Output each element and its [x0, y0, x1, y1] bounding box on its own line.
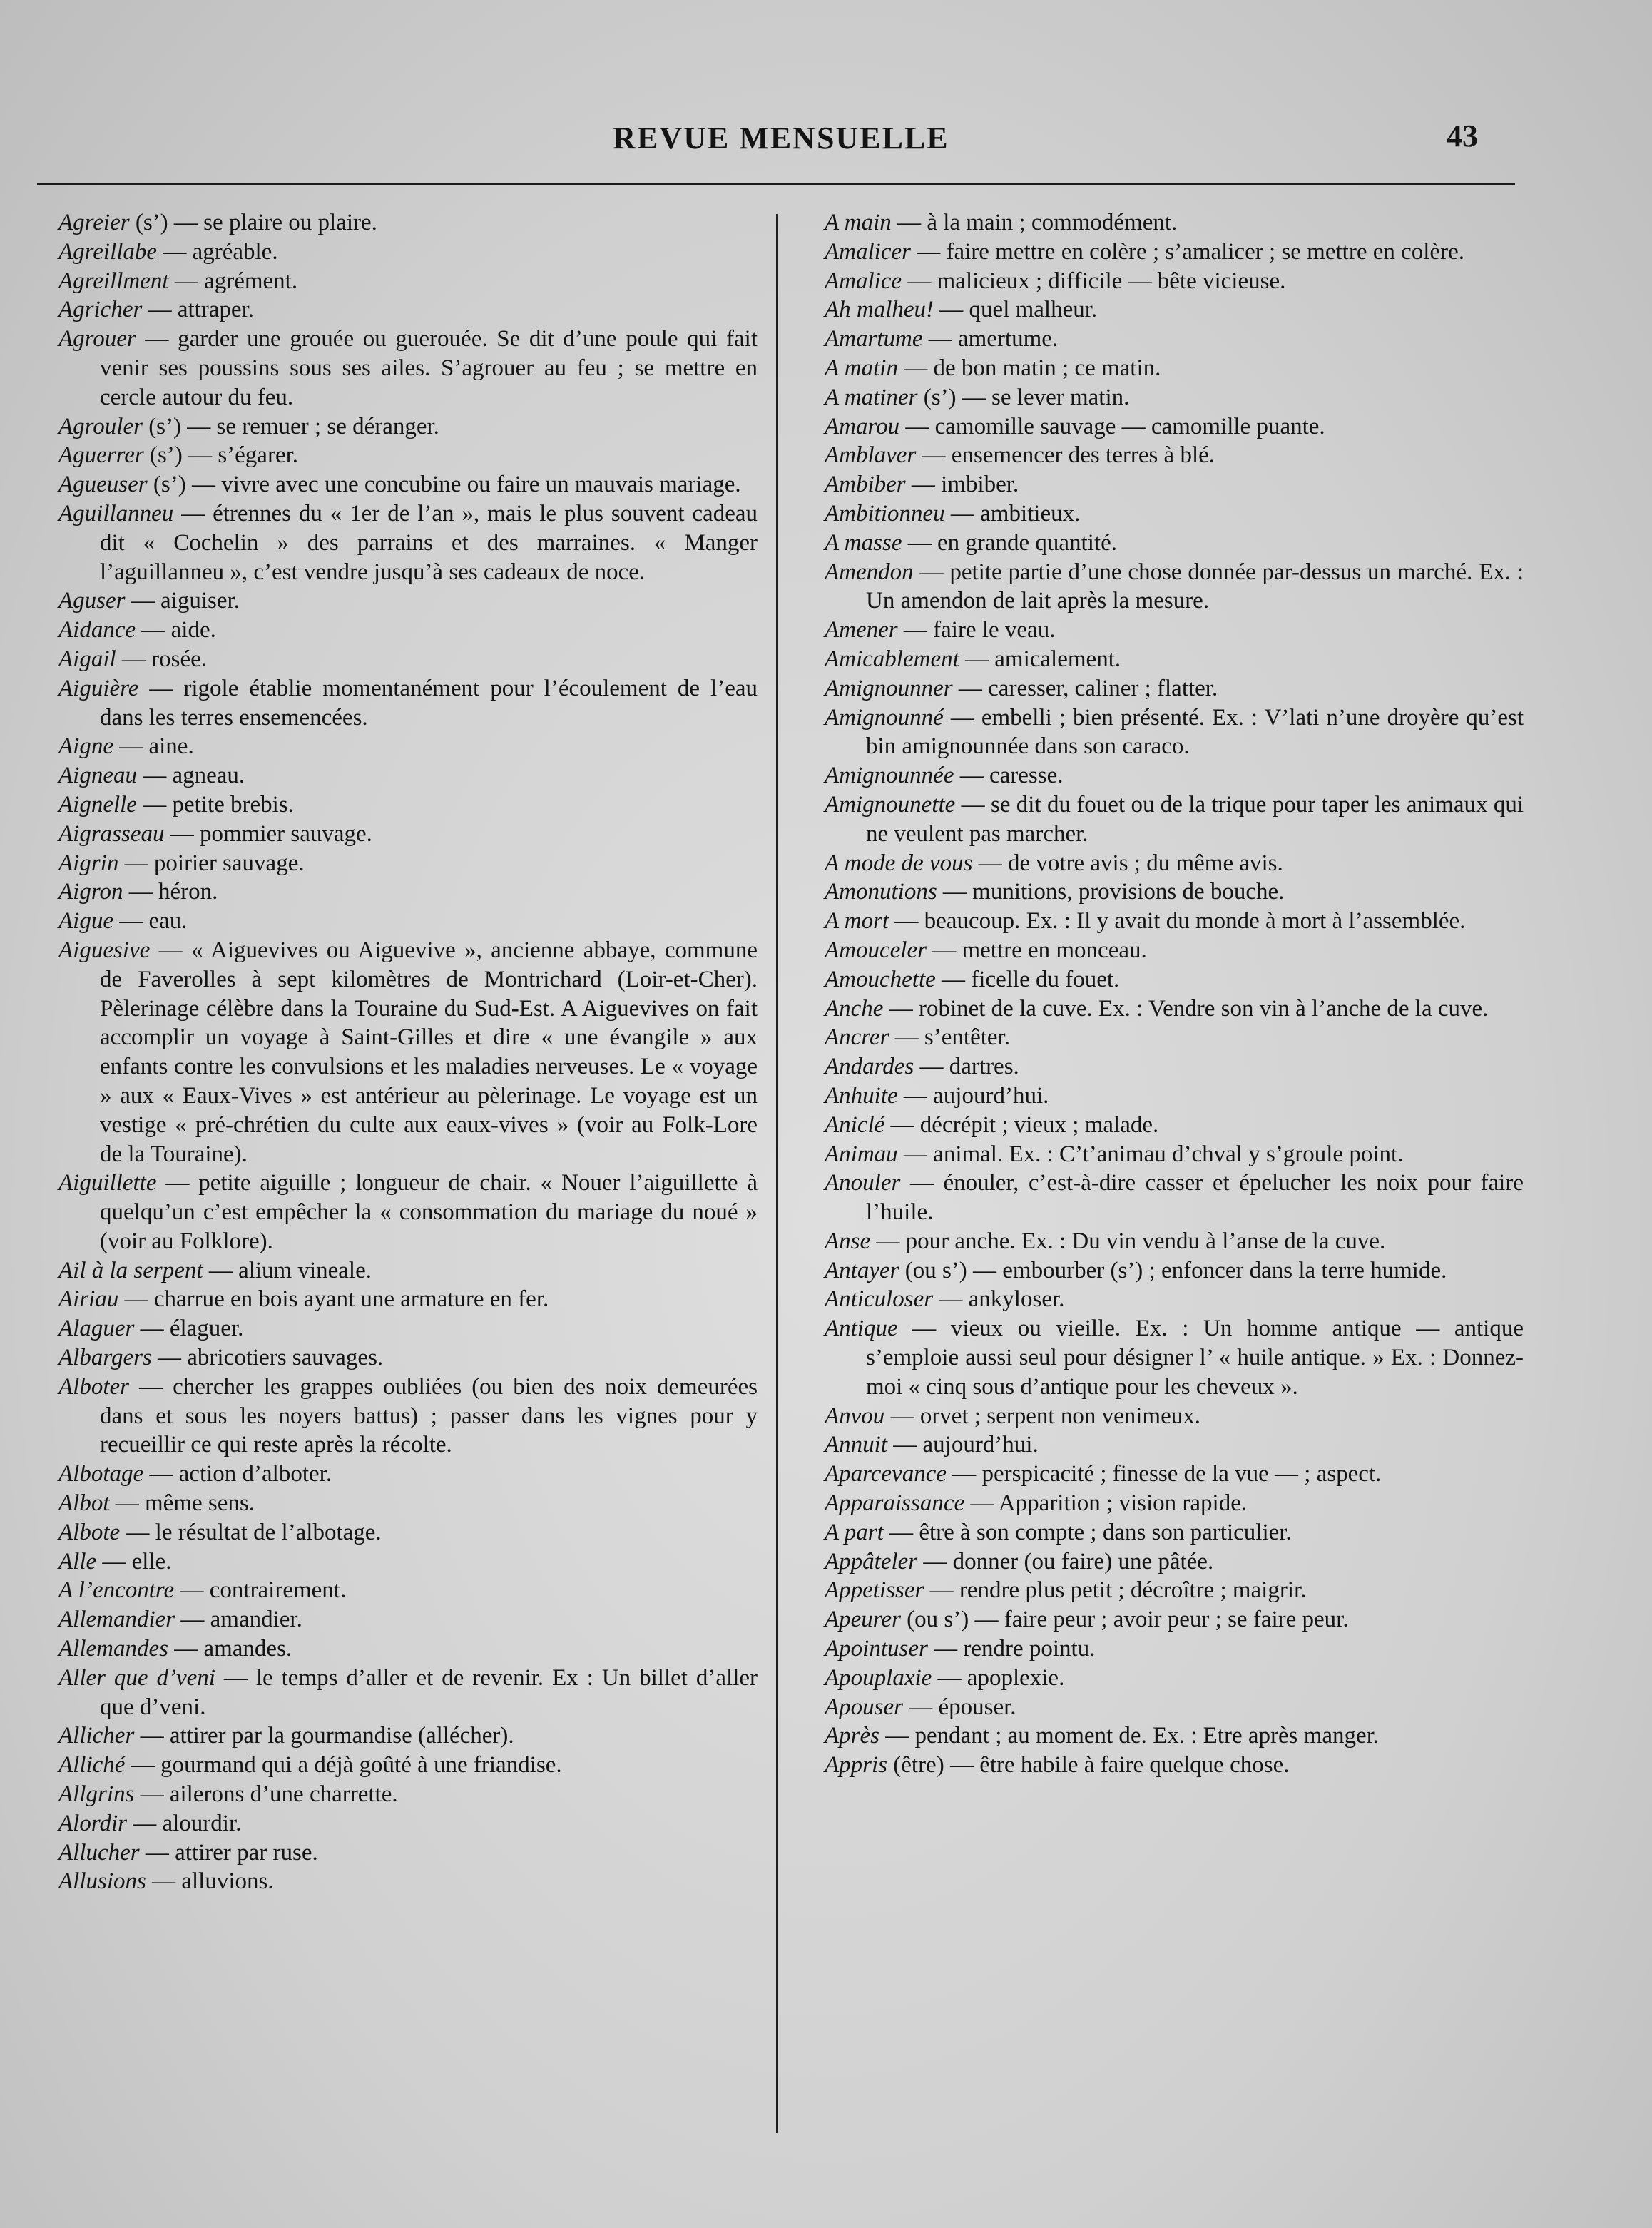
dictionary-entry [58, 1285, 758, 1314]
entry-definition: — mettre en monceau. [926, 937, 1147, 963]
entry-headword: Ambiber [825, 472, 906, 498]
entry-definition: — se dit du fouet ou de la trique pour taper les animaux qui ne veulent pas marcher. [866, 791, 1524, 847]
entry-definition: — épouser. [903, 1694, 1016, 1720]
dictionary-entry [825, 965, 1524, 995]
dictionary-entry [825, 1023, 1524, 1052]
entry-headword: Ancrer [825, 1024, 889, 1051]
dictionary-entry [825, 470, 1524, 499]
entry-definition: — petite brebis. [136, 791, 294, 818]
entry-headword: Anhuite [825, 1082, 898, 1109]
column-divider [776, 214, 778, 2133]
entry-headword: Anouler [825, 1170, 901, 1196]
dictionary-entry [58, 1314, 758, 1343]
entry-headword: Anvou [825, 1403, 885, 1429]
entry-definition: — gourmand qui a déjà goûté à une friandise. [125, 1752, 562, 1779]
entry-headword: Agricher [58, 297, 143, 323]
dictionary-entry [58, 1169, 758, 1256]
entry-headword: Aigue [58, 908, 113, 935]
entry-headword: Aller que d’veni [58, 1664, 215, 1691]
entry-headword: Amouchette [825, 966, 936, 992]
entry-definition: — amicalement. [959, 646, 1121, 672]
entry-definition: — aujourd’hui. [887, 1432, 1039, 1458]
dictionary-entry [825, 1111, 1524, 1140]
dictionary-entry [825, 295, 1524, 325]
dictionary-entry [58, 1256, 758, 1286]
dictionary-entry [58, 1460, 758, 1489]
entry-headword: Après [825, 1723, 879, 1749]
entry-headword: A main [825, 210, 892, 235]
entry-definition: — élaguer. [134, 1316, 244, 1342]
dictionary-entry [825, 383, 1524, 412]
entry-headword: Airiau [58, 1286, 119, 1313]
entry-definition: — ambitieux. [944, 500, 1081, 527]
entry-headword: Aniclé [825, 1112, 885, 1138]
entry-definition: (s’) — vivre avec une concubine ou faire un mauvais mariage. [147, 472, 741, 498]
entry-definition: — agréable. [157, 238, 278, 265]
entry-definition: — ficelle du fouet. [935, 966, 1120, 992]
entry-definition: — étrennes du « 1er de l’an », mais le plus souvent cadeau dit « Cochelin » des parrains et des marraines. « Manger l’aguillanneu », c’est vendre jusqu’à ses cadeaux de noce. [100, 500, 758, 585]
dictionary-entry [825, 1256, 1524, 1286]
dictionary-entry [825, 412, 1524, 442]
entry-headword: Apointuser [825, 1636, 928, 1662]
entry-definition: — amertume. [922, 326, 1059, 352]
dictionary-entry [58, 1838, 758, 1868]
entry-headword: Alordir [58, 1810, 127, 1836]
entry-definition: — alluvions. [146, 1868, 274, 1895]
entry-headword: Allucher [58, 1839, 140, 1866]
entry-definition: — petite partie d’une chose donnée par-dessus un marché. Ex. : Un amendon de lait après la mesure. [866, 559, 1524, 614]
entry-headword: Aguerrer [58, 442, 144, 469]
dictionary-entry [58, 1605, 758, 1634]
entry-definition: — camomille sauvage — camomille puante. [899, 413, 1325, 439]
dictionary-entry [58, 616, 758, 645]
dictionary-entry [825, 645, 1524, 674]
entry-definition: — vieux ou vieille. Ex. : Un homme antique — antique s’emploie aussi seul pour désigner l’ « huile antique. » Ex. : Donnez-moi « cinq sous d’antique pour les cheveux ». [866, 1316, 1524, 1400]
entry-headword: Aiguesive [58, 937, 151, 963]
entry-headword: Appris [825, 1752, 888, 1779]
entry-headword: Aidance [58, 617, 136, 644]
dictionary-entry [58, 878, 758, 907]
entry-headword: Agreillabe [58, 238, 158, 265]
entry-definition: — amandes. [168, 1636, 292, 1662]
entry-headword: A masse [825, 529, 902, 556]
entry-definition: — ailerons d’une charrette. [134, 1781, 398, 1808]
dictionary-entry [58, 267, 758, 296]
entry-definition: — le résultat de l’albotage. [120, 1519, 382, 1545]
dictionary-entry [825, 1169, 1524, 1227]
entry-definition: — elle. [96, 1548, 172, 1575]
entry-definition: (être) — être habile à faire quelque chose. [887, 1752, 1290, 1779]
dictionary-entry [825, 1052, 1524, 1082]
entry-headword: Aguser [58, 588, 126, 614]
dictionary-entry [825, 1547, 1524, 1577]
entry-headword: Amendon [825, 559, 914, 585]
dictionary-entry [825, 1751, 1524, 1780]
entry-definition: — à la main ; commodément. [891, 210, 1178, 235]
entry-definition: (s’) — se remuer ; se déranger. [142, 413, 439, 439]
entry-definition: — attirer par ruse. [139, 1839, 318, 1866]
entry-definition: — petite aiguille ; longueur de chair. « Nouer l’aiguillette à quelqu’un c’est empêcher la « consommation du mariage du noué » (voir au Folklore). [100, 1170, 758, 1254]
entry-definition: — agneau. [136, 763, 245, 789]
dictionary-entry [825, 907, 1524, 936]
entry-definition: — héron. [123, 879, 218, 905]
header-rule [37, 183, 1515, 185]
entry-headword: Agreier [58, 210, 130, 235]
entry-headword: Amouceler [825, 937, 927, 963]
dictionary-entry [825, 1721, 1524, 1751]
entry-headword: A matin [825, 355, 898, 381]
entry-definition: — rendre plus petit ; décroître ; maigrir. [924, 1577, 1307, 1604]
page-number: 43 [1447, 118, 1478, 153]
entry-definition: — imbiber. [905, 472, 1019, 498]
entry-definition: (s’) — se lever matin. [917, 384, 1130, 410]
entry-headword: Aigail [58, 646, 116, 672]
dictionary-entry [58, 470, 758, 499]
dictionary-entry [58, 499, 758, 586]
dictionary-entry [58, 1664, 758, 1722]
entry-definition: — apoplexie. [932, 1664, 1065, 1691]
entry-headword: Aiguillette [58, 1170, 157, 1196]
entry-definition: — de votre avis ; du même avis. [972, 850, 1283, 876]
entry-definition: — Apparition ; vision rapide. [964, 1490, 1248, 1517]
entry-headword: Allemandes [58, 1636, 168, 1662]
dictionary-entry [825, 936, 1524, 965]
dictionary-entry [825, 1664, 1524, 1693]
entry-headword: Amblaver [825, 442, 917, 469]
left-column [58, 208, 758, 1896]
entry-definition: — « Aiguevives ou Aiguevive », ancienne abbaye, commune de Faverolles à sept kilomètres de Montrichard (Loir-et-Cher). Pèlerinage célèbre dans la Touraine du Sud-Est. A Aiguevives on fait accomplir un voyage à Saint-Gilles et dire « une évangile » aux enfants contre les convulsions et les maladies nerveuses. Le « voyage » aux « Eaux-Vives » est antérieur au pèlerinage. Le voyage est un vestige « pré-chrétien du culte aux eaux-vives » (voir au Folk-Lore de la Touraine). [100, 937, 758, 1167]
entry-definition: — eau. [113, 908, 188, 935]
dictionary-entry [58, 441, 758, 470]
entry-headword: Apouser [825, 1694, 903, 1720]
dictionary-entry [825, 354, 1524, 383]
entry-definition: — alourdir. [126, 1810, 242, 1836]
entry-definition: — faire mettre en colère ; s’amalicer ; se mettre en colère. [910, 238, 1464, 265]
dictionary-entry [825, 1576, 1524, 1605]
entry-definition: — aiguiser. [125, 588, 240, 614]
dictionary-entry [825, 1460, 1524, 1489]
entry-headword: Amalice [825, 268, 902, 294]
dictionary-entry [825, 1693, 1524, 1722]
entry-definition: (s’) — s’égarer. [143, 442, 299, 469]
entry-headword: Amignounné [825, 704, 944, 731]
dictionary-entry [58, 1489, 758, 1518]
entry-definition: — agrément. [168, 268, 298, 294]
entry-headword: Albote [58, 1519, 121, 1545]
entry-headword: Alaguer [58, 1316, 135, 1342]
dictionary-entry [825, 1402, 1524, 1431]
entry-definition: — même sens. [109, 1490, 255, 1517]
entry-headword: Ambitionneu [825, 500, 945, 527]
dictionary-entry [825, 558, 1524, 616]
entry-headword: Antique [825, 1316, 898, 1342]
entry-headword: Amalicer [825, 238, 911, 265]
entry-headword: Aigne [58, 733, 113, 760]
entry-definition: (ou s’) — embourber (s’) ; enfoncer dans la terre humide. [899, 1257, 1447, 1283]
entry-headword: A l’encontre [58, 1577, 175, 1604]
dictionary-entry [58, 1809, 758, 1838]
entry-definition: — décrépit ; vieux ; malade. [884, 1112, 1159, 1138]
entry-definition: — chercher les grappes oubliées (ou bien des noix demeurées dans et sous les noyers battus) ; passer dans les vignes pour y recueillir ce qui reste après la récolte. [100, 1373, 758, 1458]
entry-headword: Apparaissance [825, 1490, 965, 1517]
entry-headword: Aiguière [58, 675, 139, 701]
entry-headword: Amartume [825, 326, 923, 352]
entry-definition: — perspicacité ; finesse de la vue — ; aspect. [947, 1461, 1382, 1487]
running-header-title: REVUE MENSUELLE [613, 121, 949, 156]
dictionary-entry [58, 295, 758, 325]
entry-definition: — abricotiers sauvages. [151, 1345, 384, 1371]
entry-headword: Agrouler [58, 413, 143, 439]
entry-headword: Allicher [58, 1723, 135, 1749]
entry-definition: — énouler, c’est-à-dire casser et épelucher les noix pour faire l’huile. [866, 1170, 1524, 1226]
entry-headword: Aparcevance [825, 1461, 947, 1487]
entry-headword: Agreillment [58, 268, 169, 294]
entry-definition: — caresser, caliner ; flatter. [952, 675, 1218, 701]
entry-headword: Amignounner [825, 675, 953, 701]
entry-headword: Aignelle [58, 791, 137, 818]
entry-headword: Allusions [58, 1868, 146, 1895]
entry-headword: Apeurer [825, 1607, 901, 1633]
entry-definition: — pommier sauvage. [164, 820, 372, 847]
dictionary-entry [825, 1518, 1524, 1547]
entry-definition: — quel malheur. [934, 297, 1098, 323]
entry-headword: Anche [825, 995, 884, 1022]
entry-headword: Amignounette [825, 791, 956, 818]
dictionary-entry [825, 849, 1524, 878]
entry-definition: — ankyloser. [933, 1286, 1065, 1313]
entry-definition: (ou s’) — faire peur ; avoir peur ; se faire peur. [900, 1607, 1349, 1633]
dictionary-entry [58, 325, 758, 412]
entry-definition: — rigole établie momentanément pour l’écoulement de l’eau dans les terres ensemencées. [100, 675, 758, 731]
entry-headword: A part [825, 1519, 884, 1545]
entry-definition: — faire le veau. [897, 617, 1056, 644]
entry-headword: Alle [58, 1548, 97, 1575]
entry-headword: Amicablement [825, 646, 959, 672]
entry-definition: — amandier. [175, 1607, 302, 1633]
dictionary-entry [825, 499, 1524, 529]
entry-headword: Appetisser [825, 1577, 924, 1604]
dictionary-entry [825, 267, 1524, 296]
dictionary-entry [825, 674, 1524, 703]
entry-headword: Albotage [58, 1461, 144, 1487]
entry-headword: Antayer [825, 1257, 899, 1283]
entry-headword: Amonutions [825, 879, 937, 905]
entry-definition: — être à son compte ; dans son particulier. [883, 1519, 1292, 1545]
entry-headword: Anticuloser [825, 1286, 934, 1313]
dictionary-entry [825, 1082, 1524, 1111]
dictionary-entry [58, 1343, 758, 1373]
entry-headword: Amignounnée [825, 763, 954, 789]
dictionary-entry [825, 995, 1524, 1024]
dictionary-entry [825, 1489, 1524, 1518]
entry-definition: — donner (ou faire) une pâtée. [917, 1548, 1214, 1575]
entry-definition: — embelli ; bien présenté. Ex. : V’lati n’une droyère qu’est bin amignounnée dans son caraco. [866, 704, 1524, 760]
entry-headword: Alboter [58, 1373, 129, 1400]
entry-headword: Allemandier [58, 1607, 175, 1633]
entry-definition: — aine. [113, 733, 194, 760]
dictionary-entry [58, 1780, 758, 1809]
dictionary-entry [825, 616, 1524, 645]
dictionary-entry [825, 325, 1524, 354]
right-column [825, 208, 1524, 1780]
entry-headword: A matiner [825, 384, 918, 410]
dictionary-entry [825, 1285, 1524, 1314]
entry-definition: — charrue en bois ayant une armature en fer. [118, 1286, 549, 1313]
entry-definition: — s’entêter. [889, 1024, 1010, 1051]
entry-headword: Annuit [825, 1432, 887, 1458]
entry-definition: — poirier sauvage. [118, 850, 305, 876]
entry-headword: Aguillanneu [58, 500, 174, 527]
entry-definition: — pour anche. Ex. : Du vin vendu à l’anse de la cuve. [870, 1228, 1386, 1254]
dictionary-entry [58, 1373, 758, 1460]
dictionary-entry [58, 645, 758, 674]
dictionary-entry [58, 238, 758, 267]
entry-headword: Alliché [58, 1752, 126, 1779]
dictionary-entry [825, 790, 1524, 849]
dictionary-entry [58, 412, 758, 442]
dictionary-entry [58, 674, 758, 733]
dictionary-entry [825, 1430, 1524, 1460]
dictionary-entry [58, 1634, 758, 1664]
entry-headword: Andardes [825, 1054, 914, 1080]
entry-headword: A mode de vous [825, 850, 973, 876]
dictionary-entry [58, 1547, 758, 1577]
entry-definition: — caresse. [954, 763, 1064, 789]
entry-definition: — dartres. [914, 1054, 1019, 1080]
dictionary-entry [58, 820, 758, 849]
entry-definition: — beaucoup. Ex. : Il y avait du monde à mort à l’assemblée. [889, 908, 1466, 935]
entry-headword: Animau [825, 1141, 898, 1167]
entry-definition: — aide. [136, 617, 216, 644]
dictionary-entry [58, 1721, 758, 1751]
entry-definition: — alium vineale. [203, 1257, 372, 1283]
dictionary-entry [58, 1518, 758, 1547]
entry-definition: — animal. Ex. : C’t’animau d’chval y s’groule point. [897, 1141, 1404, 1167]
entry-definition: — orvet ; serpent non venimeux. [884, 1403, 1200, 1429]
dictionary-entry [58, 1751, 758, 1780]
dictionary-entry [58, 586, 758, 616]
entry-headword: Albot [58, 1490, 110, 1517]
entry-definition: — attirer par la gourmandise (allécher). [134, 1723, 514, 1749]
dictionary-entry [825, 1227, 1524, 1256]
entry-headword: Aigrasseau [58, 820, 165, 847]
entry-definition: — munitions, provisions de bouche. [937, 879, 1285, 905]
entry-definition: — action d’alboter. [143, 1461, 332, 1487]
entry-definition: — attraper. [142, 297, 254, 323]
dictionary-entry [825, 1605, 1524, 1634]
dictionary-entry [58, 1576, 758, 1605]
entry-definition: (s’) — se plaire ou plaire. [129, 210, 377, 235]
dictionary-entry [58, 849, 758, 878]
entry-headword: Anse [825, 1228, 871, 1254]
entry-definition: — rendre pointu. [927, 1636, 1096, 1662]
dictionary-entry [825, 1314, 1524, 1401]
dictionary-entry [825, 703, 1524, 762]
dictionary-entry [825, 1140, 1524, 1169]
entry-headword: Allgrins [58, 1781, 135, 1808]
entry-headword: Aigron [58, 879, 123, 905]
entry-headword: Aigneau [58, 763, 137, 789]
entry-definition: — ensemencer des terres à blé. [916, 442, 1215, 469]
entry-headword: Agrouer [58, 326, 136, 352]
entry-definition: — contrairement. [174, 1577, 347, 1604]
entry-headword: Albargers [58, 1345, 152, 1371]
entry-definition: — rosée. [116, 646, 208, 672]
entry-headword: Agueuser [58, 472, 148, 498]
dictionary-entry [58, 761, 758, 790]
entry-definition: — garder une grouée ou guerouée. Se dit d’une poule qui fait venir ses poussins sous ses ailes. S’agrouer au feu ; se mettre en cercle autour du feu. [100, 326, 758, 410]
dictionary-entry [825, 878, 1524, 907]
dictionary-entry [825, 208, 1524, 238]
dictionary-entry [58, 936, 758, 1169]
dictionary-entry [825, 761, 1524, 790]
dictionary-entry [825, 441, 1524, 470]
entry-headword: Apouplaxie [825, 1664, 932, 1691]
entry-definition: — pendant ; au moment de. Ex. : Etre après manger. [879, 1723, 1380, 1749]
entry-headword: Ail à la serpent [58, 1257, 203, 1283]
entry-definition: — malicieux ; difficile — bête vicieuse. [902, 268, 1286, 294]
dictionary-entry [825, 1634, 1524, 1664]
entry-definition: — robinet de la cuve. Ex. : Vendre son vin à l’anche de la cuve. [883, 995, 1489, 1022]
entry-headword: Appâteler [825, 1548, 918, 1575]
dictionary-entry [58, 907, 758, 936]
dictionary-entry [58, 732, 758, 761]
dictionary-entry [58, 790, 758, 820]
dictionary-entry [58, 1867, 758, 1896]
entry-headword: Amarou [825, 413, 900, 439]
entry-definition: — aujourd’hui. [897, 1082, 1049, 1109]
dictionary-entry [825, 529, 1524, 558]
entry-definition: — le temps d’aller et de revenir. Ex : Un billet d’aller que d’veni. [100, 1664, 758, 1720]
entry-headword: A mort [825, 908, 889, 935]
dictionary-entry [825, 238, 1524, 267]
entry-headword: Amener [825, 617, 898, 644]
entry-definition: — de bon matin ; ce matin. [897, 355, 1161, 381]
entry-headword: Ah malheu! [825, 297, 934, 323]
entry-definition: — en grande quantité. [902, 529, 1117, 556]
dictionary-entry [58, 208, 758, 238]
entry-headword: Aigrin [58, 850, 119, 876]
